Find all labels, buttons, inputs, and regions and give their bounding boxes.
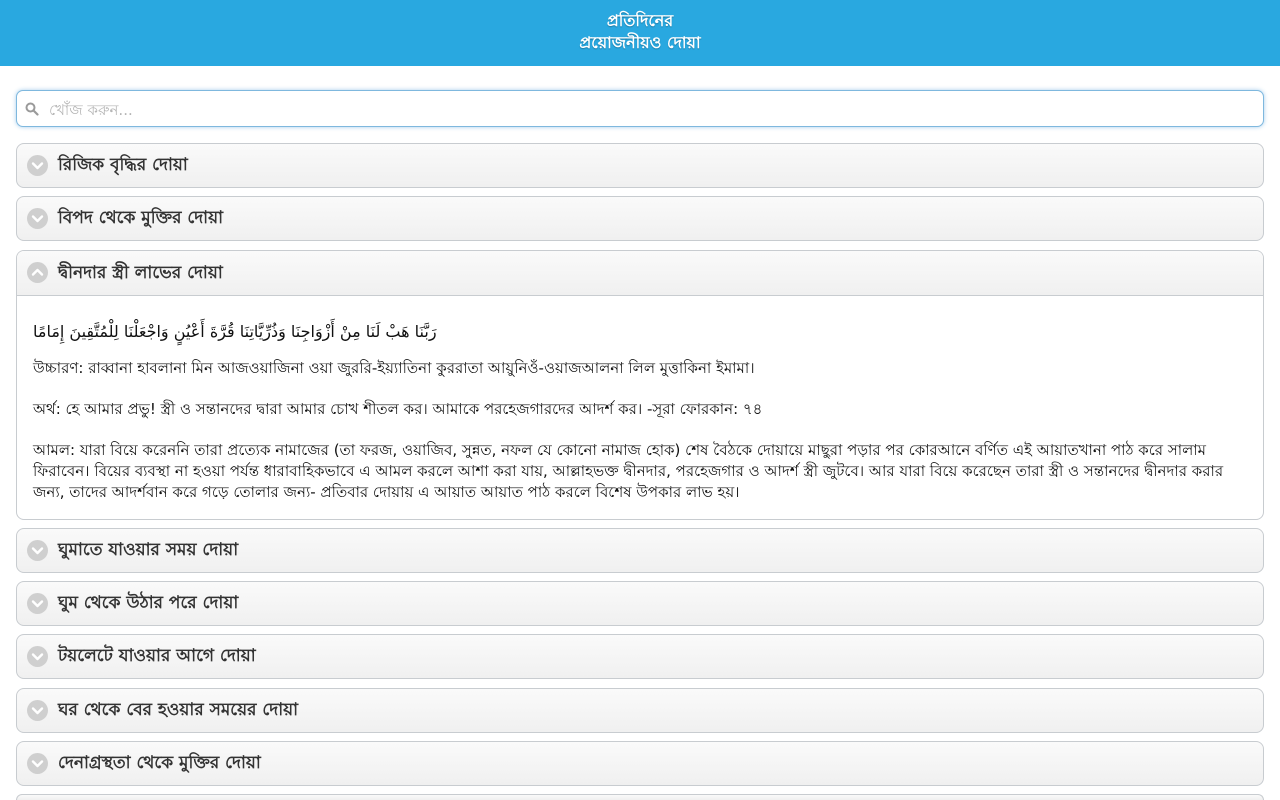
- dua-item-expanded: [16, 250, 1264, 520]
- chevron-down-icon: [27, 155, 48, 176]
- dua-item-label: ঘুমাতে যাওয়ার সময় দোয়া: [58, 540, 239, 560]
- dua-item-label: দ্বীনদার স্ত্রী লাভের দোয়া: [58, 263, 223, 283]
- dua-item-sleep[interactable]: [16, 528, 1264, 573]
- app-title-line1: প্রতিদিনের: [606, 11, 674, 30]
- chevron-up-icon: [27, 262, 48, 283]
- dua-item-rizik[interactable]: [16, 143, 1264, 188]
- app-title-line2: প্রয়োজনীয়ও দোয়া: [579, 33, 701, 52]
- arabic-text: رَبَّنَا هَبْ لَنَا مِنْ أَزْوَاجِنَا وَذُرِّيَّاتِنَا قُرَّةَ أَعْيُنٍ وَاجْعَلْنَا لِلْمُتَّقِينَ إِمَامًا: [33, 322, 437, 341]
- dua-item-bipod[interactable]: [16, 196, 1264, 241]
- dua-item-partial[interactable]: [16, 794, 1264, 800]
- dua-item-leaving-home[interactable]: [16, 688, 1264, 733]
- chevron-down-icon: [27, 700, 48, 721]
- chevron-down-icon: [27, 753, 48, 774]
- dua-item-debt[interactable]: [16, 741, 1264, 786]
- chevron-down-icon: [27, 646, 48, 667]
- chevron-down-icon: [27, 208, 48, 229]
- dua-item-label: টয়লেটে যাওয়ার আগে দোয়া: [58, 646, 256, 666]
- pronunciation-text: উচ্চারণ: রাব্বানা হাবলানা মিন আজওয়াজিনা ওয়া জুররি-ইয়্যাতিনা কুররাতা আয়ুনিওঁ-ওয়াজআলনা লিল মুত্তাকিনা ইমামা।: [33, 359, 755, 377]
- search-bar[interactable]: [16, 90, 1264, 127]
- amal-text: আমল: যারা বিয়ে করেননি তারা প্রত্যেক নামাজের (তা ফরজ, ওয়াজিব, সুন্নত, নফল যে কোনো নামাজ হোক) শেষ বৈঠকে দোয়ায়ে মাছুরা পড়ার পর কোরআনে বর্ণিত এই আয়াতখানা পাঠ করে সালাম ফিরাবেন। বিয়ের ব্যবস্থা না হওয়া পর্যন্ত ধারাবাহিকভাবে এ আমল করলে আশা করা যায়, আল্লাহভক্ত দ্বীনদার, পরহেজগার ও আদর্শ স্ত্রী জুটবে। আর যারা বিয়ে করেছেন তারা স্ত্রী ও সন্তানদের দ্বীনদার করার জন্য, তাদের আদর্শবান করে গড়ে তোলার জন্য- প্রতিবার দোয়ায় এ আয়াত আয়াত পাঠ করলে বিশেষ উপকার লাভ হয়।: [33, 441, 1224, 501]
- search-input[interactable]: [47, 95, 1251, 124]
- meaning-text: অর্থ: হে আমার প্রভু! স্ত্রী ও সন্তানদের দ্বারা আমার চোখ শীতল কর। আমাকে পরহেজগারদের আদর্শ কর। -সূরা ফোরকান: ৭৪: [33, 400, 763, 418]
- dua-item-label: দেনাগ্রস্থতা থেকে মুক্তির দোয়া: [58, 753, 261, 773]
- dua-item-label: ঘর থেকে বের হওয়ার সময়ের দোয়া: [58, 700, 299, 720]
- dua-item-toilet[interactable]: [16, 634, 1264, 679]
- chevron-down-icon: [27, 593, 48, 614]
- search-icon: [25, 101, 39, 115]
- dua-item-label: রিজিক বৃদ্ধির দোয়া: [58, 155, 188, 175]
- dua-content: [33, 321, 1249, 520]
- dua-item-header[interactable]: [17, 251, 1263, 296]
- app-header: [0, 0, 1280, 66]
- dua-item-label: বিপদ থেকে মুক্তির দোয়া: [58, 208, 224, 228]
- chevron-down-icon: [27, 540, 48, 561]
- dua-item-label: ঘুম থেকে উঠার পরে দোয়া: [58, 593, 239, 613]
- dua-item-wakeup[interactable]: [16, 581, 1264, 626]
